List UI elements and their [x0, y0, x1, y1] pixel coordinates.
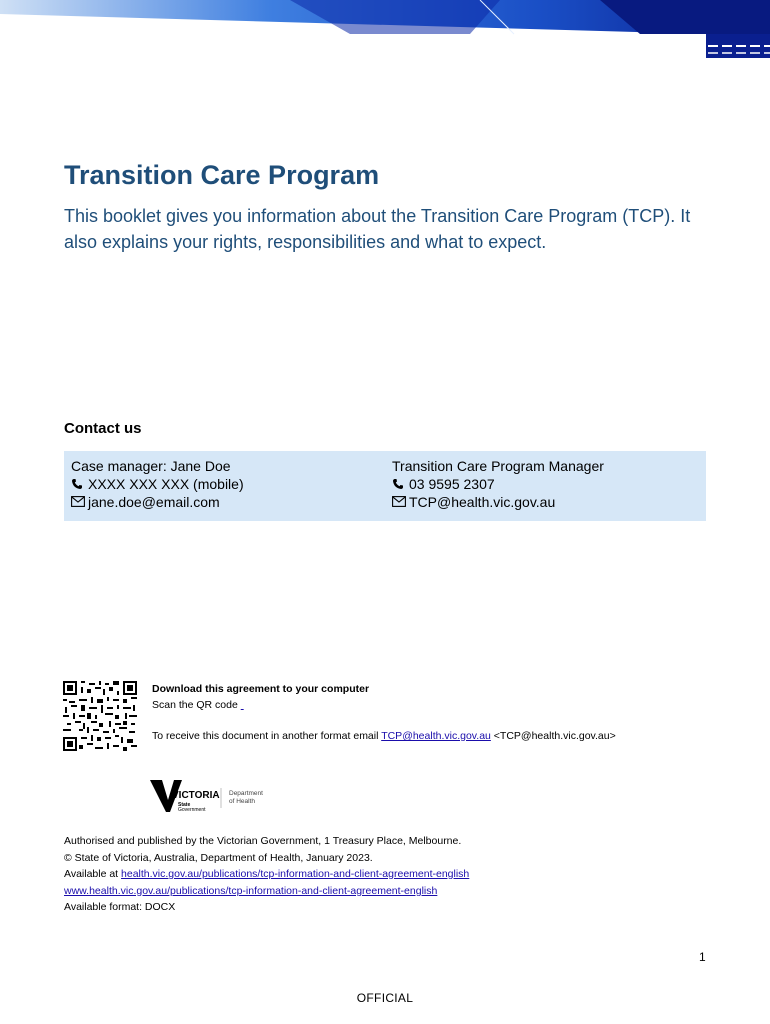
svg-text:Department: Department [229, 790, 263, 797]
scan-qr-text: Scan the QR code [152, 699, 238, 711]
contact-heading: Contact us [64, 420, 142, 437]
svg-text:Government: Government [178, 807, 206, 813]
phone-icon [392, 478, 406, 490]
authorised-line: Authorised and published by the Victorian Government, 1 Treasury Place, Melbourne. [64, 835, 462, 847]
page-title: Transition Care Program [64, 160, 380, 190]
case-manager-phone: XXXX XXX XXX (mobile) [88, 476, 244, 492]
tcp-email-link[interactable]: TCP@health.vic.gov.au [381, 730, 491, 742]
publication-info: Authorised and published by the Victorian Government, 1 Treasury Place, Melbourne. © State of Victoria, Australia, Department of Health, January 2023. Available at health.vic.gov.au/publications/tcp-information-and-client-agreement-english www.health.vic.gov.au/publications/tcp-information-and-client-agreement-english Available format: DOCX [64, 833, 469, 916]
program-manager-contact [392, 457, 604, 511]
case-manager-name: Case manager: Jane Doe [71, 458, 231, 474]
page-number: 1 [699, 950, 706, 964]
email-icon [392, 496, 406, 508]
header-banner [0, 0, 770, 60]
classification-label: OFFICIAL [356, 991, 414, 1005]
download-info [152, 681, 369, 713]
case-manager-contact [71, 457, 244, 511]
svg-text:State: State [178, 802, 191, 808]
program-manager-email[interactable]: TCP@health.vic.gov.au [409, 494, 556, 510]
qr-link[interactable] [241, 699, 244, 711]
victoria-government-logo [150, 778, 280, 814]
phone-icon [71, 478, 85, 490]
publication-www-link[interactable]: www.health.vic.gov.au/publications/tcp-information-and-client-agreement-english [64, 884, 438, 897]
contact-box [64, 451, 706, 521]
svg-text:VICTORIA: VICTORIA [172, 790, 220, 801]
publication-link[interactable]: health.vic.gov.au/publications/tcp-information-and-client-agreement-english [121, 868, 470, 880]
available-format: Available format: DOCX [64, 901, 176, 913]
copyright-line: © State of Victoria, Australia, Department of Health, January 2023. [64, 851, 373, 864]
case-manager-email[interactable]: jane.doe@email.com [88, 494, 220, 510]
svg-text:of Health: of Health [229, 798, 256, 805]
program-manager-name: Transition Care Program Manager [392, 458, 604, 474]
intro-paragraph: This booklet gives you information about the Transition Care Program (TCP). It also explains your rights, responsibilities and what to expect. [64, 206, 691, 252]
other-format-line: To receive this document in another format email TCP@health.vic.gov.au <TCP@health.vic.gov.au> [152, 730, 616, 742]
email-icon [71, 496, 85, 508]
program-manager-phone: 03 9595 2307 [409, 476, 495, 492]
download-title: Download this agreement to your computer [152, 683, 370, 695]
qr-code-icon[interactable] [63, 681, 137, 751]
